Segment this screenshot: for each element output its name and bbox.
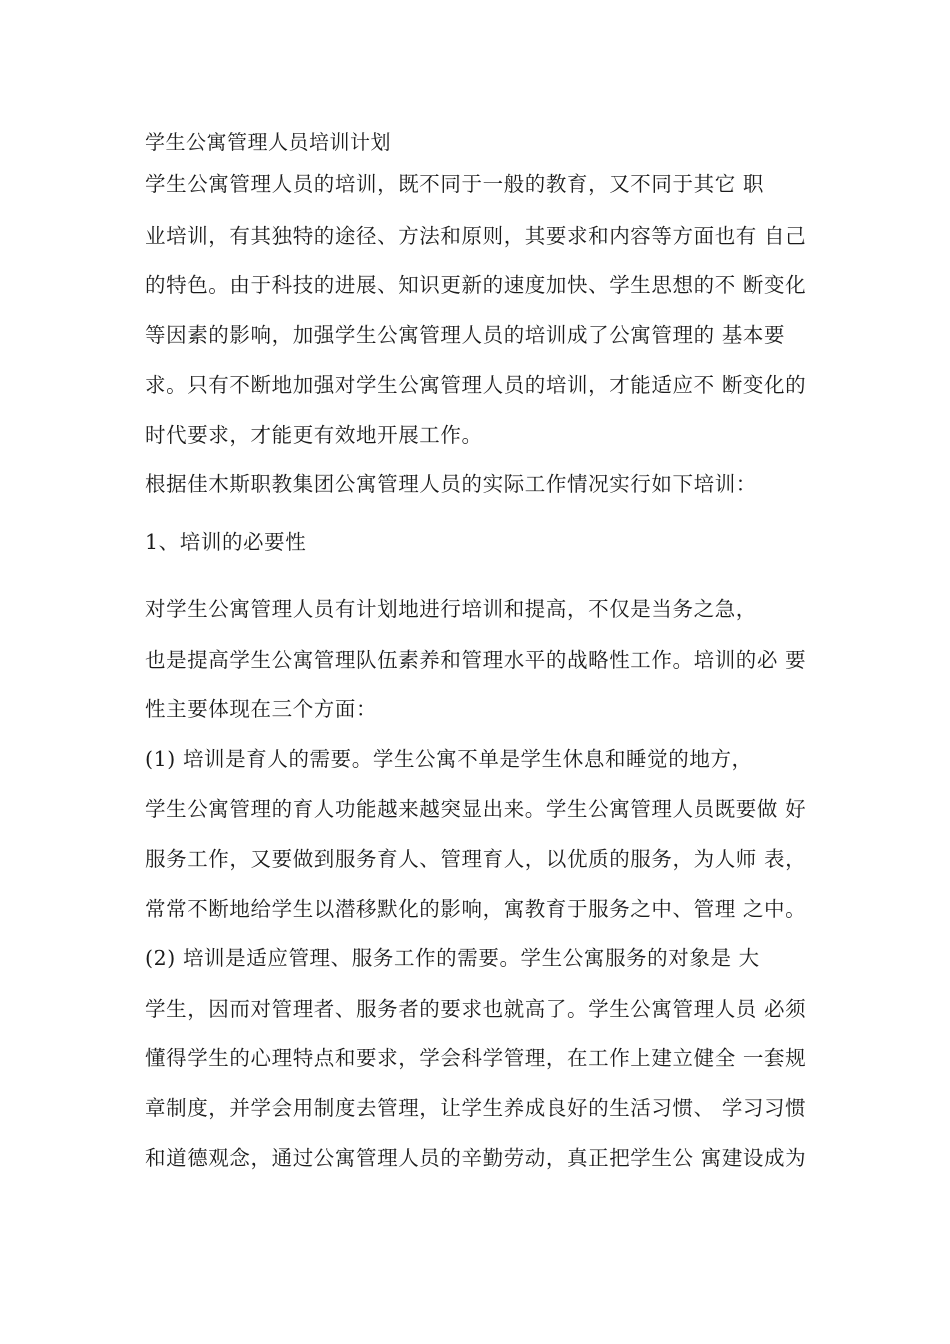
- body-line: 对学生公寓管理人员有计划地进行培训和提高，不仅是当务之急，: [145, 597, 757, 621]
- list-item-line: (2) 培训是适应管理、服务工作的需要。学生公寓服务的对象是 大: [145, 946, 760, 970]
- document-title: 学生公寓管理人员培训计划: [145, 130, 391, 154]
- body-line: 服务工作，又要做到服务育人、管理育人，以优质的服务，为人师 表，: [145, 847, 807, 871]
- body-line: 常常不断地给学生以潜移默化的影响，寓教育于服务之中、管理 之中。: [145, 897, 807, 921]
- body-line: 也是提高学生公寓管理队伍素养和管理水平的战略性工作。培训的必 要: [145, 648, 807, 672]
- body-line: 根据佳木斯职教集团公寓管理人员的实际工作情况实行如下培训：: [145, 472, 757, 496]
- body-line: 时代要求，才能更有效地开展工作。: [145, 423, 483, 447]
- section-heading: 1、培训的必要性: [145, 530, 307, 554]
- body-line: 业培训，有其独特的途径、方法和原则，其要求和内容等方面也有 自己: [145, 224, 807, 248]
- body-line: 性主要体现在三个方面：: [145, 697, 378, 721]
- list-item-line: (1) 培训是育人的需要。学生公寓不单是学生休息和睡觉的地方，: [145, 747, 753, 771]
- body-line: 学生公寓管理人员的培训，既不同于一般的教育，又不同于其它 职: [145, 172, 765, 196]
- body-line: 章制度，并学会用制度去管理，让学生养成良好的生活习惯、 学习习惯: [145, 1096, 807, 1120]
- body-line: 学生公寓管理的育人功能越来越突显出来。学生公寓管理人员既要做 好: [145, 797, 807, 821]
- body-line: 懂得学生的心理特点和要求，学会科学管理，在工作上建立健全 一套规: [145, 1046, 807, 1070]
- body-line: 学生，因而对管理者、服务者的要求也就高了。学生公寓管理人员 必须: [145, 997, 807, 1021]
- body-line: 等因素的影响，加强学生公寓管理人员的培训成了公寓管理的 基本要: [145, 323, 786, 347]
- body-line: 和道德观念，通过公寓管理人员的辛勤劳动，真正把学生公 寓建设成为: [145, 1146, 807, 1170]
- body-line: 的特色。由于科技的进展、知识更新的速度加快、学生思想的不 断变化: [145, 273, 807, 297]
- body-line: 求。只有不断地加强对学生公寓管理人员的培训，才能适应不 断变化的: [145, 373, 807, 397]
